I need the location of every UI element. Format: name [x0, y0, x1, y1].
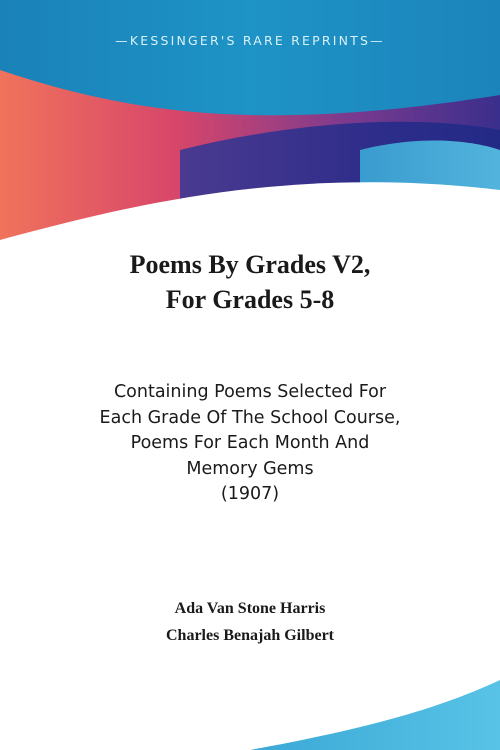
book-title-line: Poems By Grades V2, — [129, 250, 371, 279]
book-year: (1907) — [220, 484, 280, 504]
book-subtitle-line: Poems For Each Month And — [130, 433, 370, 453]
book-subtitle-line: Containing Poems Selected For — [113, 382, 387, 402]
book-subtitle — [30, 380, 470, 508]
book-subtitle-line: Memory Gems — [186, 458, 314, 479]
author-name: Ada Van Stone Harris — [174, 600, 326, 617]
author-name: Charles Benajah Gilbert — [166, 627, 334, 644]
book-title-line: For Grades 5-8 — [165, 285, 335, 314]
publisher-banner: —KESSINGER'S RARE REPRINTS— — [115, 33, 385, 48]
book-title — [30, 247, 470, 317]
book-authors — [30, 595, 470, 649]
book-subtitle-line: Each Grade Of The School Course, — [99, 407, 401, 428]
